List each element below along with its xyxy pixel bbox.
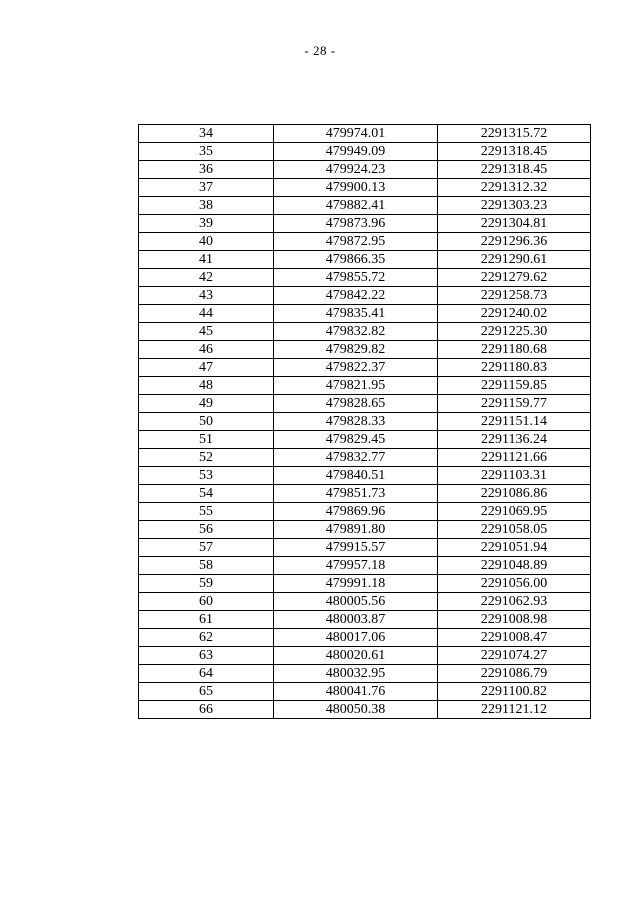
x-coordinate-cell: 480005.56 <box>274 593 438 611</box>
table-row <box>139 557 591 575</box>
point-number-cell: 47 <box>139 359 274 377</box>
point-number-cell: 37 <box>139 179 274 197</box>
table-row <box>139 485 591 503</box>
point-number-cell: 55 <box>139 503 274 521</box>
point-number-cell: 57 <box>139 539 274 557</box>
point-number-cell: 56 <box>139 521 274 539</box>
y-coordinate-cell: 2291303.23 <box>438 197 591 215</box>
point-number-cell: 44 <box>139 305 274 323</box>
table-row <box>139 431 591 449</box>
table-row <box>139 269 591 287</box>
y-coordinate-cell: 2291258.73 <box>438 287 591 305</box>
y-coordinate-cell: 2291121.66 <box>438 449 591 467</box>
x-coordinate-cell: 479991.18 <box>274 575 438 593</box>
point-number-cell: 36 <box>139 161 274 179</box>
page-number: - 28 - <box>304 43 336 58</box>
x-coordinate-cell: 479835.41 <box>274 305 438 323</box>
point-number-cell: 41 <box>139 251 274 269</box>
x-coordinate-cell: 480032.95 <box>274 665 438 683</box>
y-coordinate-cell: 2291318.45 <box>438 161 591 179</box>
y-coordinate-cell: 2291069.95 <box>438 503 591 521</box>
y-coordinate-cell: 2291318.45 <box>438 143 591 161</box>
x-coordinate-cell: 479829.82 <box>274 341 438 359</box>
y-coordinate-cell: 2291279.62 <box>438 269 591 287</box>
table-row <box>139 629 591 647</box>
x-coordinate-cell: 479949.09 <box>274 143 438 161</box>
y-coordinate-cell: 2291121.12 <box>438 701 591 719</box>
point-number-cell: 54 <box>139 485 274 503</box>
x-coordinate-cell: 479974.01 <box>274 125 438 143</box>
y-coordinate-cell: 2291008.98 <box>438 611 591 629</box>
y-coordinate-cell: 2291225.30 <box>438 323 591 341</box>
y-coordinate-cell: 2291136.24 <box>438 431 591 449</box>
x-coordinate-cell: 479891.80 <box>274 521 438 539</box>
point-number-cell: 63 <box>139 647 274 665</box>
table-row <box>139 179 591 197</box>
point-number-cell: 46 <box>139 341 274 359</box>
table-row <box>139 233 591 251</box>
table-row <box>139 539 591 557</box>
x-coordinate-cell: 479882.41 <box>274 197 438 215</box>
table-row <box>139 575 591 593</box>
point-number-cell: 62 <box>139 629 274 647</box>
y-coordinate-cell: 2291086.86 <box>438 485 591 503</box>
table-row <box>139 449 591 467</box>
point-number-cell: 43 <box>139 287 274 305</box>
y-coordinate-cell: 2291062.93 <box>438 593 591 611</box>
y-coordinate-cell: 2291008.47 <box>438 629 591 647</box>
point-number-cell: 58 <box>139 557 274 575</box>
y-coordinate-cell: 2291159.77 <box>438 395 591 413</box>
point-number-cell: 40 <box>139 233 274 251</box>
point-number-cell: 49 <box>139 395 274 413</box>
table-row <box>139 215 591 233</box>
x-coordinate-cell: 479840.51 <box>274 467 438 485</box>
y-coordinate-cell: 2291100.82 <box>438 683 591 701</box>
point-number-cell: 42 <box>139 269 274 287</box>
x-coordinate-cell: 479873.96 <box>274 215 438 233</box>
point-number-cell: 65 <box>139 683 274 701</box>
point-number-cell: 59 <box>139 575 274 593</box>
point-number-cell: 48 <box>139 377 274 395</box>
point-number-cell: 53 <box>139 467 274 485</box>
table-row <box>139 701 591 719</box>
x-coordinate-cell: 479829.45 <box>274 431 438 449</box>
x-coordinate-cell: 480041.76 <box>274 683 438 701</box>
table-row <box>139 143 591 161</box>
table-row <box>139 197 591 215</box>
table-row <box>139 503 591 521</box>
x-coordinate-cell: 479924.23 <box>274 161 438 179</box>
y-coordinate-cell: 2291315.72 <box>438 125 591 143</box>
point-number-cell: 35 <box>139 143 274 161</box>
y-coordinate-cell: 2291290.61 <box>438 251 591 269</box>
table-row <box>139 521 591 539</box>
x-coordinate-cell: 479957.18 <box>274 557 438 575</box>
x-coordinate-cell: 479900.13 <box>274 179 438 197</box>
table-row <box>139 665 591 683</box>
x-coordinate-cell: 479855.72 <box>274 269 438 287</box>
x-coordinate-cell: 480020.61 <box>274 647 438 665</box>
coordinates-table <box>138 124 591 719</box>
table-row <box>139 467 591 485</box>
point-number-cell: 39 <box>139 215 274 233</box>
x-coordinate-cell: 479869.96 <box>274 503 438 521</box>
table-row <box>139 683 591 701</box>
y-coordinate-cell: 2291312.32 <box>438 179 591 197</box>
point-number-cell: 61 <box>139 611 274 629</box>
table-row <box>139 305 591 323</box>
y-coordinate-cell: 2291159.85 <box>438 377 591 395</box>
table-row <box>139 377 591 395</box>
point-number-cell: 66 <box>139 701 274 719</box>
y-coordinate-cell: 2291103.31 <box>438 467 591 485</box>
table-row <box>139 287 591 305</box>
y-coordinate-cell: 2291180.83 <box>438 359 591 377</box>
table-row <box>139 647 591 665</box>
table-row <box>139 341 591 359</box>
table-row <box>139 251 591 269</box>
x-coordinate-cell: 479828.33 <box>274 413 438 431</box>
point-number-cell: 38 <box>139 197 274 215</box>
x-coordinate-cell: 479872.95 <box>274 233 438 251</box>
table-row <box>139 611 591 629</box>
point-number-cell: 52 <box>139 449 274 467</box>
table-row <box>139 359 591 377</box>
y-coordinate-cell: 2291051.94 <box>438 539 591 557</box>
y-coordinate-cell: 2291074.27 <box>438 647 591 665</box>
x-coordinate-cell: 479866.35 <box>274 251 438 269</box>
y-coordinate-cell: 2291048.89 <box>438 557 591 575</box>
y-coordinate-cell: 2291058.05 <box>438 521 591 539</box>
y-coordinate-cell: 2291304.81 <box>438 215 591 233</box>
x-coordinate-cell: 479822.37 <box>274 359 438 377</box>
y-coordinate-cell: 2291151.14 <box>438 413 591 431</box>
x-coordinate-cell: 479832.77 <box>274 449 438 467</box>
x-coordinate-cell: 479832.82 <box>274 323 438 341</box>
point-number-cell: 50 <box>139 413 274 431</box>
x-coordinate-cell: 479851.73 <box>274 485 438 503</box>
x-coordinate-cell: 480050.38 <box>274 701 438 719</box>
point-number-cell: 60 <box>139 593 274 611</box>
table-row <box>139 161 591 179</box>
y-coordinate-cell: 2291296.36 <box>438 233 591 251</box>
point-number-cell: 45 <box>139 323 274 341</box>
table-row <box>139 395 591 413</box>
point-number-cell: 64 <box>139 665 274 683</box>
table-row <box>139 323 591 341</box>
x-coordinate-cell: 479842.22 <box>274 287 438 305</box>
x-coordinate-cell: 480017.06 <box>274 629 438 647</box>
x-coordinate-cell: 479828.65 <box>274 395 438 413</box>
table-row <box>139 125 591 143</box>
table-row <box>139 413 591 431</box>
point-number-cell: 51 <box>139 431 274 449</box>
x-coordinate-cell: 479821.95 <box>274 377 438 395</box>
y-coordinate-cell: 2291086.79 <box>438 665 591 683</box>
point-number-cell: 34 <box>139 125 274 143</box>
coordinates-table-body <box>139 125 591 719</box>
x-coordinate-cell: 480003.87 <box>274 611 438 629</box>
x-coordinate-cell: 479915.57 <box>274 539 438 557</box>
y-coordinate-cell: 2291240.02 <box>438 305 591 323</box>
table-row <box>139 593 591 611</box>
y-coordinate-cell: 2291056.00 <box>438 575 591 593</box>
y-coordinate-cell: 2291180.68 <box>438 341 591 359</box>
